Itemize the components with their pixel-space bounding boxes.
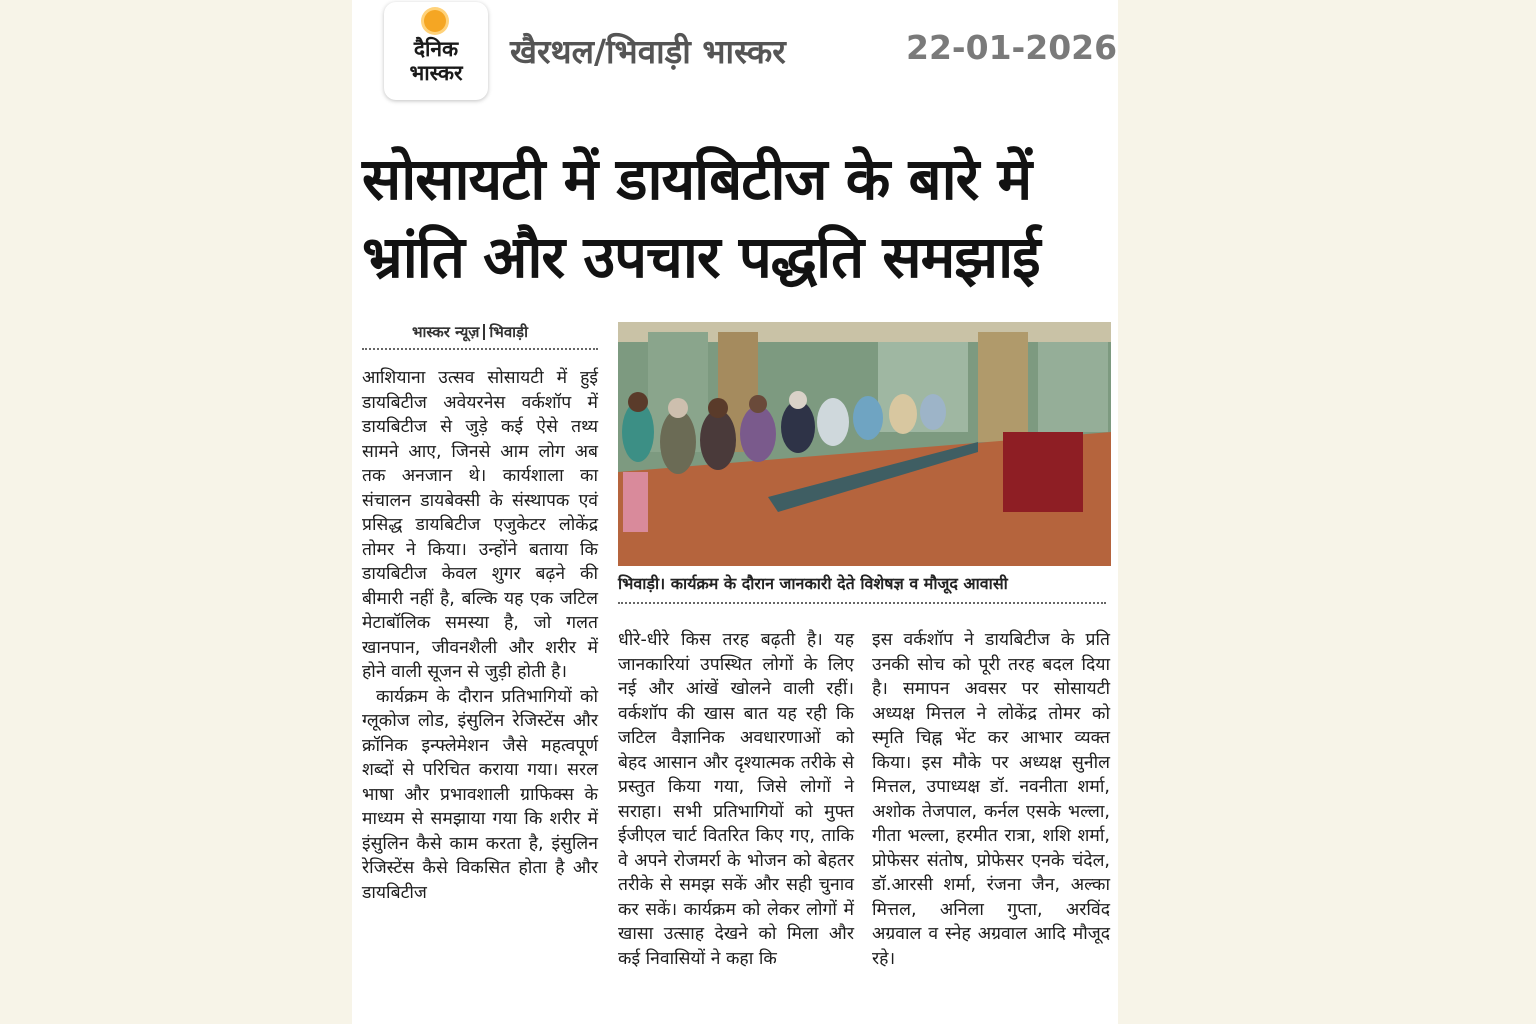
caption-divider — [618, 602, 1106, 604]
article-paragraph: धीरे-धीरे किस तरह बढ़ती है। यह जानकारियां उपस्थित लोगों के लिए नई और आंखें खोलने वाली रहीं। वर्कशॉप की खास बात यह रही कि जटिल वैज्ञानिक अवधारणाओं को बेहद आसान और दृश्यात्मक तरीके से प्रस्तुत किया गया, जिसे लोगों ने सराहा। सभी प्रतिभागियों को मुफ्त ईजीएल चार्ट वितरित किए गए, ताकि वे अपने रोजमर्रा के भोजन को बेहतर तरीके से समझ सकें और सही चुनाव कर सकें। कार्यक्रम को लेकर लोगों में खासा उत्साह देखने को मिला और कई निवासियों ने कहा कि — [618, 630, 854, 969]
article-column-2 — [618, 628, 854, 971]
byline-place: भिवाड़ी — [489, 323, 528, 341]
article-column-3 — [872, 628, 1110, 971]
article-paragraph: इस वर्कशॉप ने डायबिटीज के प्रति उनकी सोच को पूरी तरह बदल दिया है। समापन अवसर पर सोसायटी अध्यक्ष मित्तल ने लोकेंद्र तोमर को स्मृति चिह्न भेंट कर आभार व्यक्त किया। इस मौके पर अध्यक्ष सुनील मित्तल, उपाध्यक्ष डॉ. नवनीता शर्मा, अशोक तेजपाल, कर्नल एसके भल्ला, गीता भल्ला, हरमीत रात्रा, शशि शर्मा, प्रोफेसर संतोष, प्रोफेसर एनके चंदेल, डॉ.आरसी शर्मा, रंजना जैन, अल्का मित्तल, अनिला गुप्ता, अरविंद अग्रवाल व स्नेह अग्रवाल आदि मौजूद रहे। — [872, 630, 1110, 969]
byline — [412, 322, 528, 342]
byline-source: भास्कर न्यूज़ — [412, 323, 480, 341]
article-paragraph: कार्यक्रम के दौरान प्रतिभागियों को ग्लूकोज लोड, इंसुलिन रेजिस्टेंस और क्रॉनिक इन्फ्लेमेशन जैसे महत्वपूर्ण शब्दों से परिचित कराया गया। सरल भाषा और प्रभावशाली ग्राफिक्स के माध्यम से समझाया गया कि शरीर में इंसुलिन कैसे काम करता है, इंसुलिन रेजिस्टेंस कैसे विकसित होता है और डायबिटीज — [362, 686, 598, 903]
event-photo — [618, 322, 1111, 566]
article-headline: सोसायटी में डायबिटीज के बारे में भ्रांति और उपचार पद्धति समझाई — [362, 145, 1040, 291]
article-column-1 — [362, 366, 598, 905]
edition-name: खैरथल/भिवाड़ी भास्कर — [510, 32, 786, 71]
article-paragraph: आशियाना उत्सव सोसायटी में हुई डायबिटीज अवेयरनेस वर्कशॉप में डायबिटीज से जुड़े कई ऐसे तथ्य सामने आए, जिनसे आम लोग अब तक अनजान थे। कार्यशाला का संचालन डायबेक्सी के संस्थापक एवं प्रसिद्ध डायबिटीज एजुकेटर लोकेंद्र तोमर ने किया। उन्होंने बताया कि डायबिटीज केवल शुगर बढ़ने की बीमारी नहीं है, बल्कि यह एक जटिल मेटाबॉलिक समस्या है, जो गलत खानपान, जीवनशैली और शरीर में होने वाली सूजन से जुड़ी होती है। — [362, 368, 598, 682]
logo-line2: भास्कर — [409, 61, 463, 85]
publication-date: 22-01-2026 — [906, 28, 1118, 67]
sun-icon — [424, 10, 446, 32]
photo-caption: भिवाड़ी। कार्यक्रम के दौरान जानकारी देते विशेषज्ञ व मौजूद आवासी — [618, 574, 1008, 593]
event-photo-illustration — [618, 322, 1111, 566]
dainik-bhaskar-logo — [384, 2, 488, 100]
column-divider — [362, 348, 598, 350]
logo-line1: दैनिक — [413, 37, 459, 61]
newspaper-clipping — [352, 0, 1118, 1024]
byline-divider — [483, 324, 485, 340]
